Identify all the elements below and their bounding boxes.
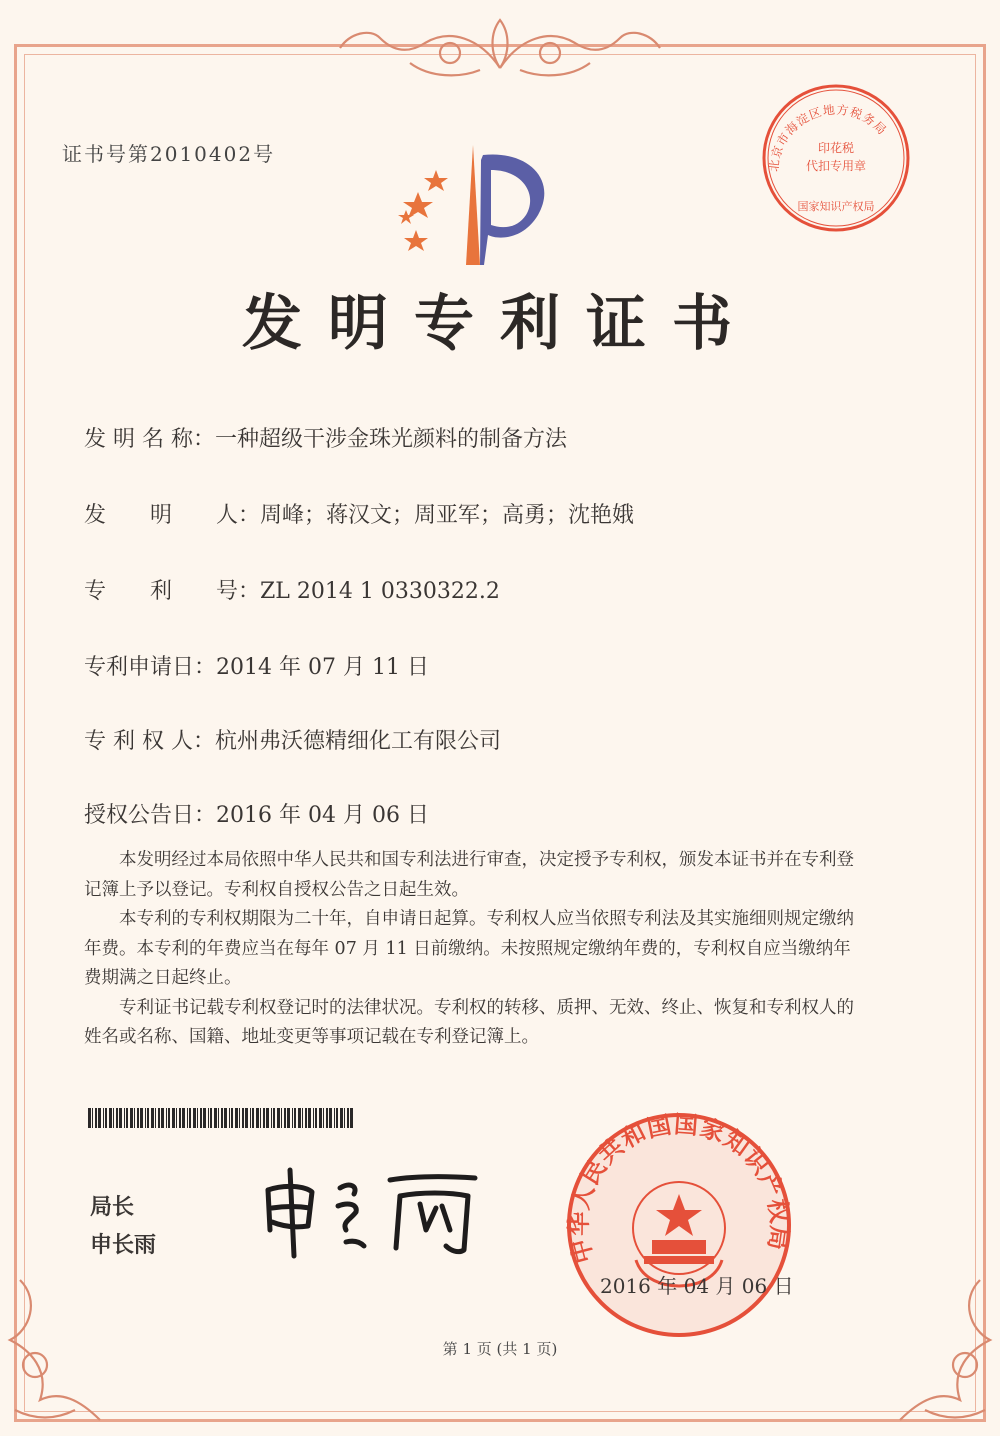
barcode-bar [266, 1108, 269, 1128]
inventors-row [84, 498, 634, 529]
barcode-bar [221, 1108, 223, 1128]
barcode-bar [344, 1108, 345, 1128]
barcode-bar [172, 1108, 175, 1128]
barcode-bar [273, 1108, 275, 1128]
barcode-bar [340, 1108, 343, 1128]
barcode-bar [203, 1108, 206, 1128]
barcode-bar [281, 1108, 282, 1128]
body-paragraph: 本发明经过本局依照中华人民共和国专利法进行审查，决定授予专利权，颁发本证书并在专利登记簿上予以登记。专利权自授权公告之日起生效。 [84, 850, 854, 900]
barcode-bar [140, 1108, 143, 1128]
barcode-bar [116, 1108, 118, 1128]
barcode-bar [109, 1108, 112, 1128]
svg-text:印花税: 印花税 [817, 141, 855, 155]
barcode-bar [260, 1108, 261, 1128]
svg-text:国家知识产权局: 国家知识产权局 [797, 200, 875, 213]
svg-text:中华人民共和国国家知识产权局: 中华人民共和国国家知识产权局 [564, 1110, 794, 1267]
barcode-bar [197, 1108, 198, 1128]
page-number: 第 1 页 (共 1 页) [442, 1340, 558, 1358]
barcode-bar [313, 1108, 314, 1128]
barcode-bar [305, 1108, 307, 1128]
barcode-bar [302, 1108, 303, 1128]
barcode-bar [155, 1108, 156, 1128]
barcode-bar [231, 1108, 233, 1128]
patent-office-logo [388, 140, 558, 265]
barcode-bar [200, 1108, 202, 1128]
barcode-bar [298, 1108, 301, 1128]
barcode-bar [210, 1108, 212, 1128]
body-paragraph: 本专利的专利权期限为二十年，自申请日起算。专利权人应当依照专利法及其实施细则规定缴纳年费。本专利的年费应当在每年 07 月 11 日前缴纳。未按照规定缴纳年费的，专利权自应当缴纳年费期满之日起终止。 [84, 909, 854, 988]
application-date-label: 专利申请日： [84, 655, 217, 680]
barcode-bar [182, 1108, 185, 1128]
barcode [88, 1108, 356, 1128]
barcode-bar [187, 1108, 188, 1128]
barcode-bar [350, 1108, 353, 1128]
barcode-bar [292, 1108, 293, 1128]
barcode-bar [256, 1108, 259, 1128]
barcode-bar [315, 1108, 317, 1128]
barcode-bar [334, 1108, 335, 1128]
barcode-bar [92, 1108, 93, 1128]
barcode-bar [161, 1108, 164, 1128]
barcode-bar [88, 1108, 91, 1128]
barcode-bar [137, 1108, 139, 1128]
barcode-bar [287, 1108, 290, 1128]
barcode-bar [134, 1108, 135, 1128]
official-seal [564, 1110, 794, 1340]
inventors-value: 周峰；蒋汉文；周亚军；高勇；沈艳娥 [260, 503, 635, 528]
barcode-bar [252, 1108, 254, 1128]
barcode-bar [308, 1108, 311, 1128]
barcode-bar [147, 1108, 149, 1128]
barcode-bar [158, 1108, 160, 1128]
barcode-bar [179, 1108, 181, 1128]
director-name: 申长雨 [90, 1233, 157, 1258]
barcode-bar [119, 1108, 122, 1128]
barcode-bar [239, 1108, 240, 1128]
barcode-bar [271, 1108, 272, 1128]
barcode-bar [95, 1108, 97, 1128]
grant-date-label: 授权公告日： [84, 803, 217, 828]
barcode-bar [277, 1108, 280, 1128]
patentee-row [84, 724, 501, 755]
barcode-bar [250, 1108, 251, 1128]
barcode-bar [294, 1108, 296, 1128]
barcode-bar [208, 1108, 209, 1128]
patent-number-value: ZL 2014 1 0330322.2 [260, 579, 500, 604]
barcode-bar [189, 1108, 191, 1128]
application-date-value: 2014 年 07 月 11 日 [216, 655, 429, 680]
barcode-bar [151, 1108, 154, 1128]
barcode-bar [229, 1108, 230, 1128]
barcode-bar [284, 1108, 286, 1128]
barcode-bar [103, 1108, 104, 1128]
barcode-bar [326, 1108, 328, 1128]
barcode-bar [319, 1108, 322, 1128]
barcode-bar [145, 1108, 146, 1128]
application-date-row [84, 650, 429, 681]
director-title: 局长 [90, 1195, 135, 1220]
director-signature [250, 1160, 490, 1260]
certificate-title: 发明专利证书 [242, 289, 758, 359]
patent-number-label: 专 利 号： [84, 579, 261, 604]
grant-date-row [84, 798, 429, 829]
svg-text:代扣专用章: 代扣专用章 [805, 159, 867, 173]
barcode-bar [124, 1108, 125, 1128]
barcode-bar [329, 1108, 332, 1128]
barcode-bar [263, 1108, 265, 1128]
svg-text:北京市海淀区地方税务局: 北京市海淀区地方税务局 [766, 102, 890, 173]
barcode-bar [224, 1108, 227, 1128]
patent-number-row [84, 574, 500, 605]
invention-name-row [84, 422, 567, 453]
invention-name-value: 一种超级干涉金珠光颜料的制备方法 [214, 427, 567, 452]
barcode-bar [214, 1108, 217, 1128]
barcode-bar [98, 1108, 101, 1128]
barcode-bar [126, 1108, 128, 1128]
barcode-bar [245, 1108, 248, 1128]
barcode-bar [242, 1108, 244, 1128]
top-ornament [330, 8, 670, 88]
barcode-bar [113, 1108, 114, 1128]
body-paragraph: 专利证书记载专利权登记时的法律状况。专利权的转移、质押、无效、终止、恢复和专利权人的姓名或名称、国籍、地址变更等事项记载在专利登记簿上。 [84, 997, 854, 1047]
barcode-bar [193, 1108, 196, 1128]
patentee-label: 专 利 权 人： [84, 729, 215, 754]
tax-seal-stamp [760, 82, 912, 234]
barcode-bar [166, 1108, 167, 1128]
barcode-bar [347, 1108, 349, 1128]
seal-date: 2016 年 04 月 06 日 [600, 1274, 794, 1298]
barcode-bar [323, 1108, 324, 1128]
certificate-number: 证书号第2010402号 [62, 142, 276, 166]
certificate-body [84, 846, 864, 1053]
barcode-bar [168, 1108, 170, 1128]
grant-date-value: 2016 年 04 月 06 日 [216, 803, 429, 828]
barcode-bar [176, 1108, 177, 1128]
invention-name-label: 发 明 名 称： [84, 427, 215, 452]
barcode-bar [105, 1108, 107, 1128]
barcode-bar [218, 1108, 219, 1128]
barcode-bar [235, 1108, 238, 1128]
inventors-label: 发 明 人： [84, 503, 261, 528]
patentee-value: 杭州弗沃德精细化工有限公司 [214, 729, 501, 754]
barcode-bar [336, 1108, 338, 1128]
barcode-bar [130, 1108, 133, 1128]
